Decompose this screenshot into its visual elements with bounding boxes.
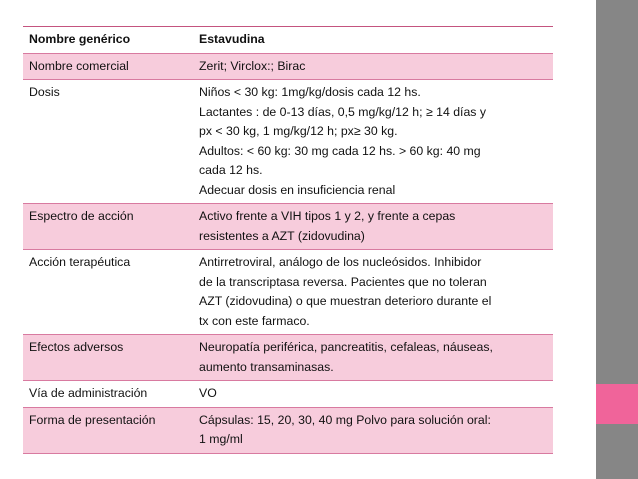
row-value-line: Adultos: < 60 kg: 30 mg cada 12 hs. > 60 kg: 40 mg <box>199 143 481 158</box>
row-value-line: aumento transaminasas. <box>199 359 334 374</box>
row-label: Espectro de acción <box>23 204 193 250</box>
row-value <box>193 53 553 80</box>
row-value <box>193 250 553 335</box>
table-row-espectro-de-accion <box>23 204 553 250</box>
table-row-via-de-administracion <box>23 381 553 408</box>
row-value-line: tx con este farmaco. <box>199 313 310 328</box>
row-value <box>193 381 553 408</box>
row-label: Dosis <box>23 80 193 204</box>
pink-accent-block <box>596 384 638 424</box>
row-value-line: VO <box>199 386 217 400</box>
row-value-line: resistentes a AZT (zidovudina) <box>199 228 365 243</box>
row-value <box>193 407 553 453</box>
row-value <box>193 335 553 381</box>
row-value-line: Neuropatía periférica, pancreatitis, cefaleas, náuseas, <box>199 340 493 354</box>
row-value <box>193 80 553 204</box>
table-row-forma-de-presentacion <box>23 407 553 453</box>
table-row-nombre-comercial <box>23 53 553 80</box>
table-row-efectos-adversos <box>23 335 553 381</box>
row-value-line: Niños < 30 kg: 1mg/kg/dosis cada 12 hs. <box>199 85 421 99</box>
row-value <box>193 204 553 250</box>
drug-info-table-container <box>23 26 553 454</box>
row-label: Vía de administración <box>23 381 193 408</box>
drug-info-table <box>23 26 553 454</box>
header-value-cell: Estavudina <box>193 27 553 54</box>
table-row-dosis <box>23 80 553 204</box>
row-value-line: Antirretroviral, análogo de los nucleósidos. Inhibidor <box>199 255 482 269</box>
row-value-line: de la transcriptasa reversa. Pacientes que no toleran <box>199 274 487 289</box>
row-value-line: Zerit; Virclox:; Birac <box>199 58 306 73</box>
row-label: Nombre comercial <box>23 53 193 80</box>
row-value-line: Activo frente a VIH tipos 1 y 2, y frente a cepas <box>199 209 456 223</box>
row-label: Efectos adversos <box>23 335 193 381</box>
row-value-line: Lactantes : de 0-13 días, 0,5 mg/kg/12 h; ≥ 14 días y <box>199 104 487 119</box>
row-value-line: px < 30 kg, 1 mg/kg/12 h; px≥ 30 kg. <box>199 124 398 138</box>
row-label: Acción terapéutica <box>23 250 193 335</box>
row-value-line: AZT (zidovudina) o que muestran deterioro durante el <box>199 294 492 308</box>
table-row-accion-terapeutica <box>23 250 553 335</box>
row-label: Forma de presentación <box>23 407 193 453</box>
row-value-line: 1 mg/ml <box>199 432 243 446</box>
row-value-line: Cápsulas: 15, 20, 30, 40 mg Polvo para solución oral: <box>199 412 491 427</box>
row-value-line: cada 12 hs. <box>199 163 263 177</box>
header-label-cell: Nombre genérico <box>23 27 193 54</box>
row-value-line: Adecuar dosis en insuficiencia renal <box>199 182 396 197</box>
table-header-row <box>23 27 553 54</box>
